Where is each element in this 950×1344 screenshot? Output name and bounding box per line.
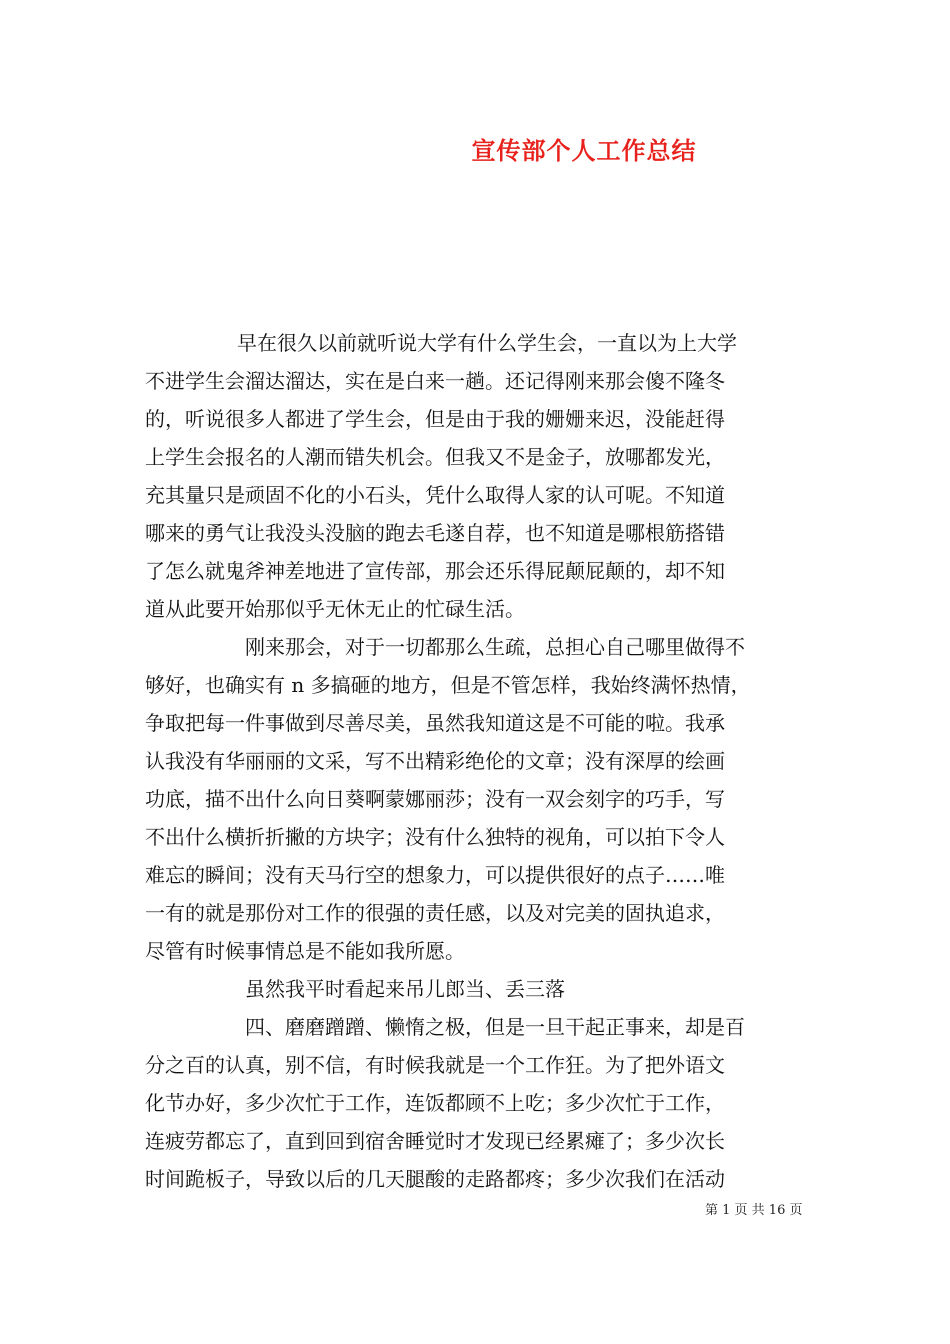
text-line: 不进学生会溜达溜达，实在是白来一趟。还记得刚来那会傻不隆冬 xyxy=(145,369,725,393)
text-line: 争取把每一件事做到尽善尽美，虽然我知道这是不可能的啦。我承 xyxy=(145,711,725,735)
text-line: 哪来的勇气让我没头没脑的跑去毛遂自荐，也不知道是哪根筋搭错 xyxy=(145,521,725,545)
text-line: 刚来那会，对于一切都那么生疏，总担心自己哪里做得不 xyxy=(245,635,745,659)
text-line: 功底，描不出什么向日葵啊蒙娜丽莎；没有一双会刻字的巧手，写 xyxy=(145,787,725,811)
document-title: 宣传部个人工作总结 xyxy=(471,136,697,165)
text-line: 化节办好，多少次忙于工作，连饭都顾不上吃；多少次忙于工作， xyxy=(145,1091,725,1115)
text-line: 连疲劳都忘了，直到回到宿舍睡觉时才发现已经累瘫了；多少次长 xyxy=(145,1129,725,1153)
page-number-footer: 第 1 页 共 16 页 xyxy=(705,1203,803,1218)
text-line: 一有的就是那份对工作的很强的责任感，以及对完美的固执追求， xyxy=(145,901,725,925)
text-line: 不出什么横折折撇的方块字；没有什么独特的视角，可以拍下令人 xyxy=(145,825,725,849)
text-line: 尽管有时候事情总是不能如我所愿。 xyxy=(145,939,465,963)
text-line: 够好，也确实有 n 多搞砸的地方，但是不管怎样，我始终满怀热情， xyxy=(145,673,751,697)
text-line: 时间跪板子，导致以后的几天腿酸的走路都疼；多少次我们在活动 xyxy=(145,1167,725,1191)
text-line: 四、磨磨蹭蹭、懒惰之极，但是一旦干起正事来，却是百 xyxy=(245,1015,745,1039)
text-line: 难忘的瞬间；没有天马行空的想象力，可以提供很好的点子……唯 xyxy=(145,863,725,887)
text-line: 了怎么就鬼斧神差地进了宣传部，那会还乐得屁颠屁颠的，却不知 xyxy=(145,559,725,583)
text-line: 上学生会报名的人潮而错失机会。但我又不是金子，放哪都发光， xyxy=(145,445,725,469)
document-body xyxy=(145,324,807,1198)
text-line: 认我没有华丽丽的文采，写不出精彩绝伦的文章；没有深厚的绘画 xyxy=(145,749,725,773)
text-line: 分之百的认真，别不信，有时候我就是一个工作狂。为了把外语文 xyxy=(145,1053,725,1077)
text-line: 虽然我平时看起来吊儿郎当、丢三落 xyxy=(245,977,565,1001)
text-line: 充其量只是顽固不化的小石头，凭什么取得人家的认可呢。不知道 xyxy=(145,483,725,507)
text-line: 早在很久以前就听说大学有什么学生会，一直以为上大学 xyxy=(237,331,737,355)
text-line: 道从此要开始那似乎无休无止的忙碌生活。 xyxy=(145,597,525,621)
text-line: 的，听说很多人都进了学生会，但是由于我的姗姗来迟，没能赶得 xyxy=(145,407,725,431)
